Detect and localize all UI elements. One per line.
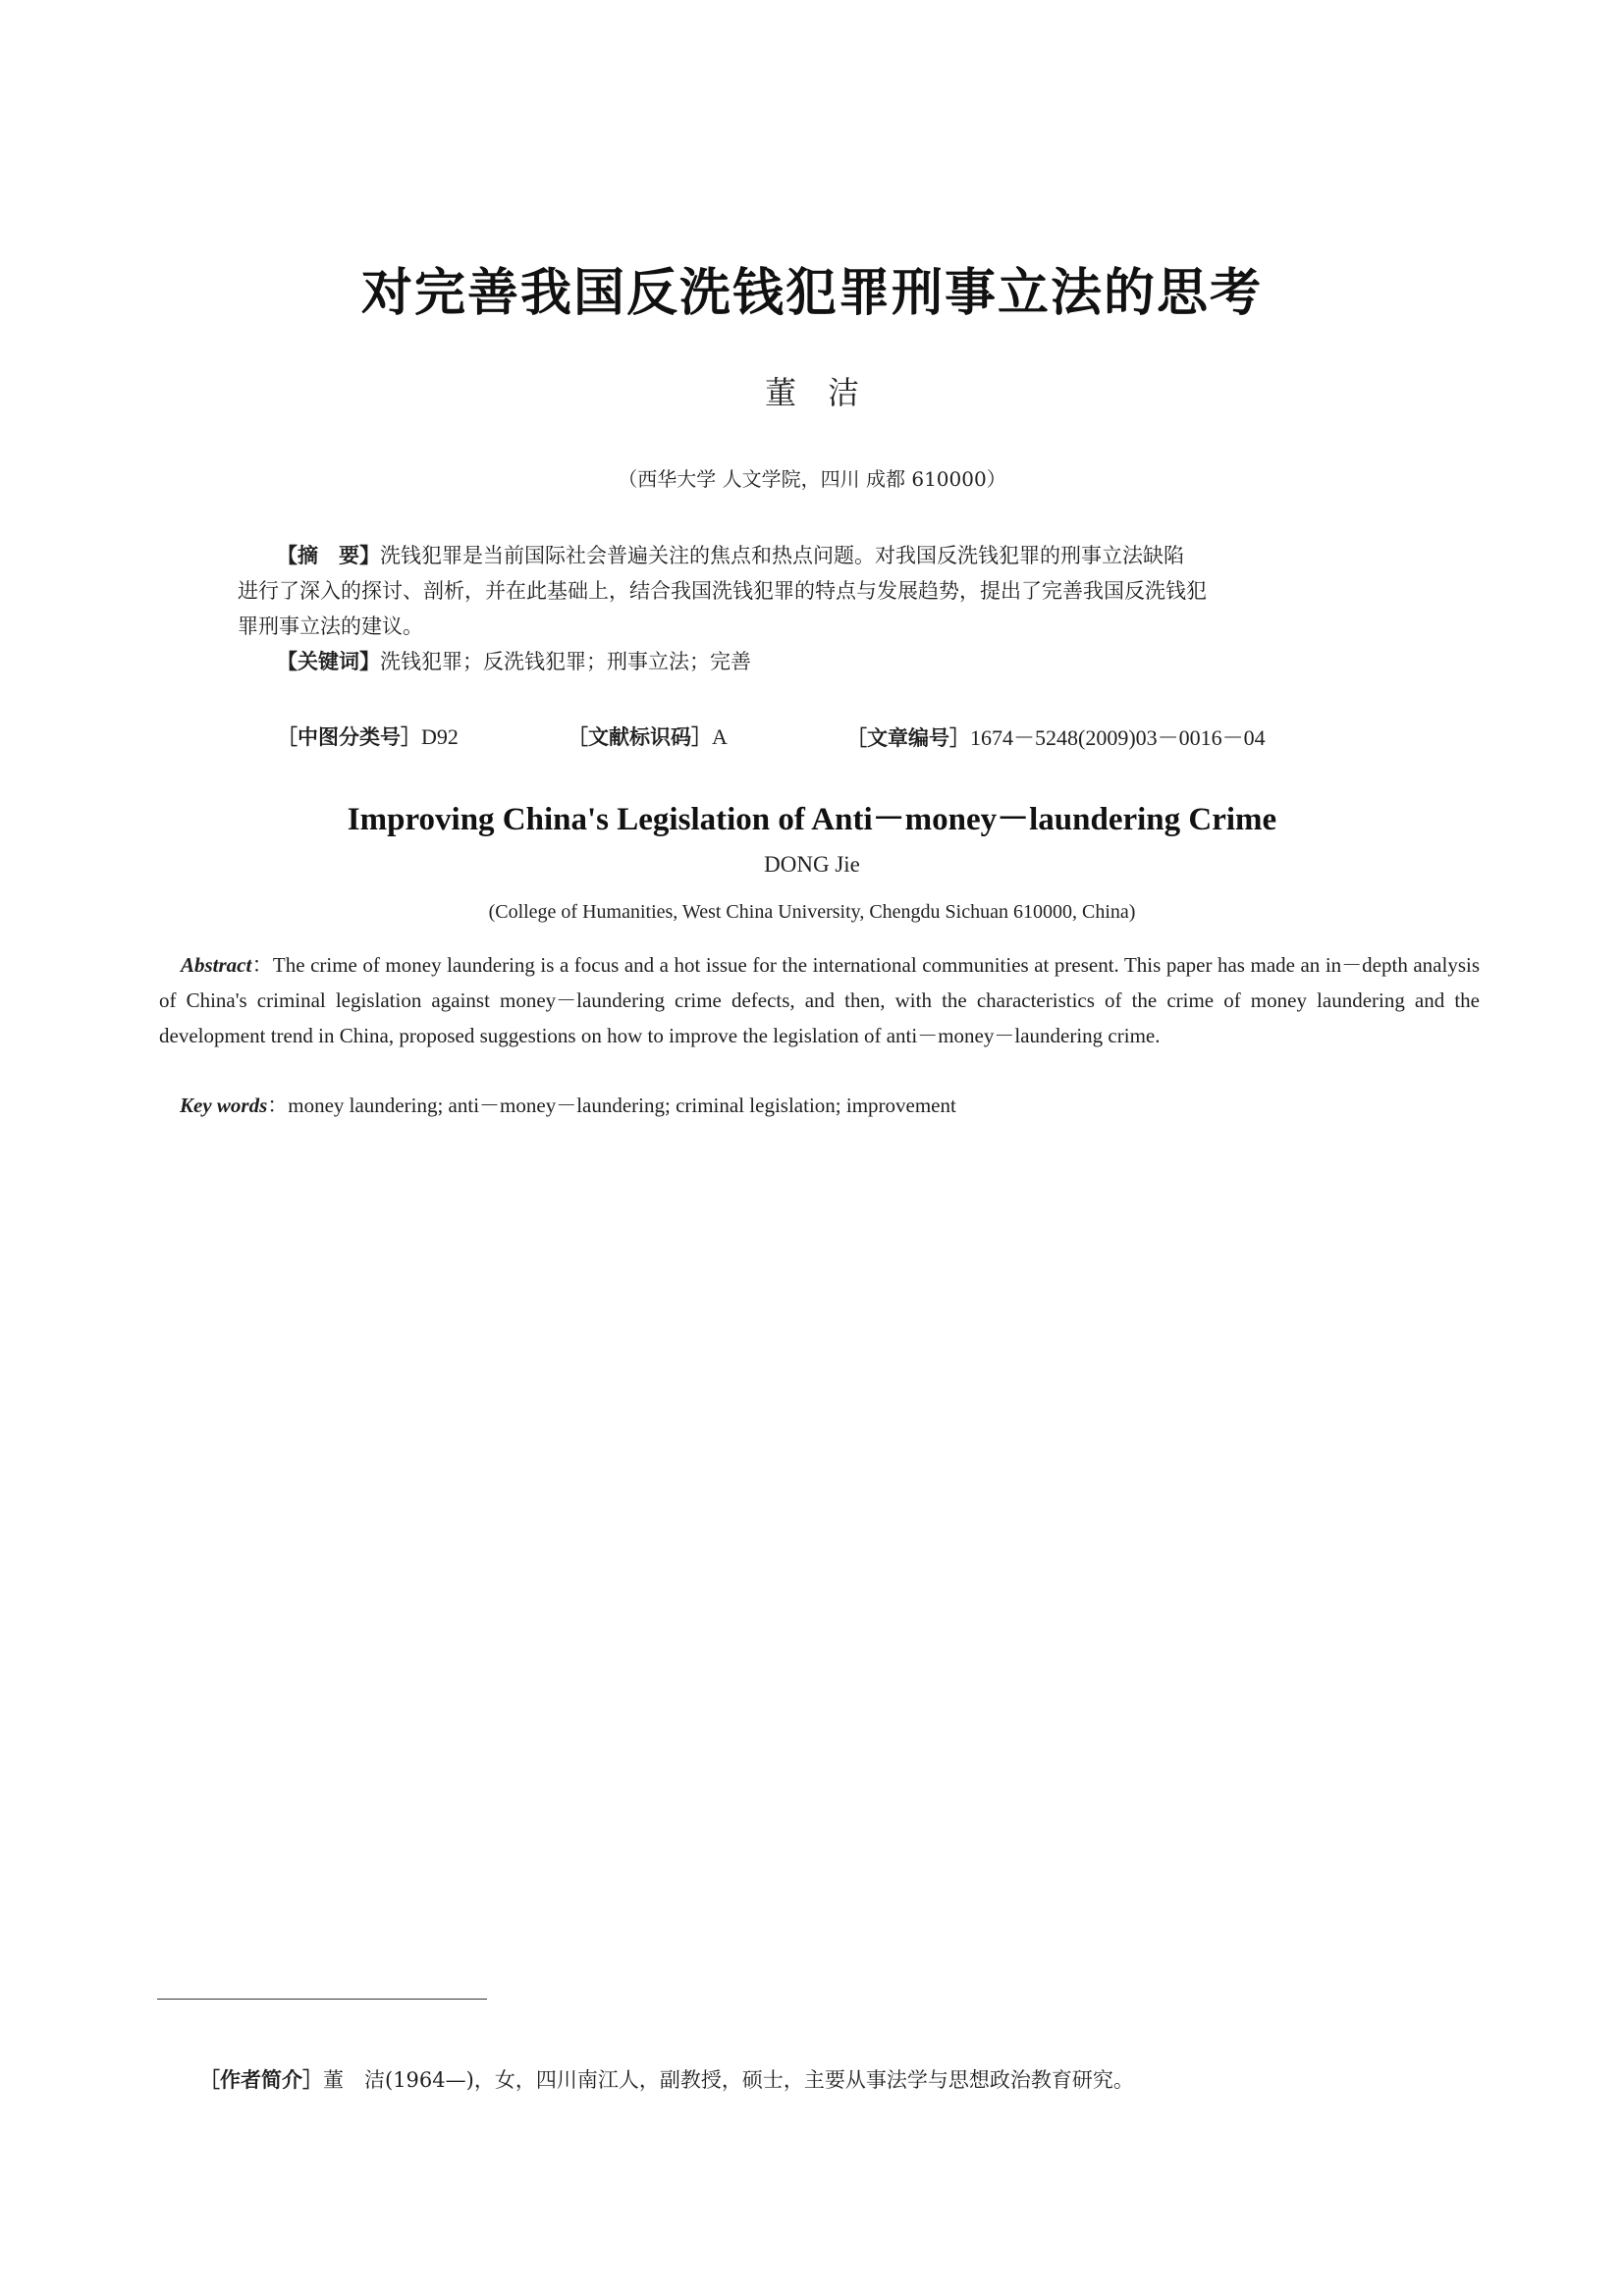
clc-label: ［中图分类号］ <box>277 725 421 749</box>
article-number-label: ［文章编号］ <box>846 726 970 750</box>
english-affiliation: (College of Humanities, West China University, Chengdu Sichuan 610000, China) <box>488 901 1136 923</box>
keywords-en-label: Key words <box>180 1094 268 1117</box>
english-author: DONG Jie <box>764 852 860 877</box>
footnote-text: 董 洁(1964—)，女，四川南江人，副教授，硕士，主要从事法学与思想政治教育研究。 <box>323 2068 1134 2092</box>
abstract-zh-line-1 <box>238 538 1396 573</box>
author-affiliation: （西华大学 人文学院，四川 成都 610000） <box>618 467 1006 491</box>
author-bio-footnote <box>199 2064 1134 2094</box>
keywords-zh-label: 【关键词】 <box>277 650 380 673</box>
doc-code <box>568 721 728 751</box>
english-title: Improving China's Legislation of Anti－money－laundering Crime <box>347 802 1277 837</box>
abstract-en-text: The crime of money laundering is a focus and a hot issue for the international communities at present. This paper has made an in－depth analysis of China's criminal legislation against money－laundering crime defects, and then, with the characteristics of the crime of money laundering and the development trend in China, proposed suggestions on how to improve the legislation of anti－money－laundering crime. <box>159 953 1481 1047</box>
abstract-zh <box>238 538 1396 644</box>
abstract-en-label: Abstract <box>181 953 252 977</box>
abstract-zh-line-3: 罪刑事立法的建议。 <box>238 614 423 638</box>
footnote-divider <box>157 1999 487 2000</box>
author-name: 董 洁 <box>764 374 859 411</box>
keywords-en <box>180 1090 956 1119</box>
article-number-value: 1674－5248(2009)03－0016－04 <box>970 725 1266 750</box>
article-number <box>846 721 1266 752</box>
abstract-en <box>159 947 1480 1053</box>
keywords-en-sep: ： <box>267 1094 289 1117</box>
doc-code-value: A <box>712 724 728 749</box>
keywords-zh-text: 洗钱犯罪；反洗钱犯罪；刑事立法；完善 <box>380 650 751 673</box>
abstract-zh-line-2: 进行了深入的探讨、剖析，并在此基础上，结合我国洗钱犯罪的特点与发展趋势，提出了完善我国反洗钱犯 <box>238 579 1207 603</box>
doc-code-label: ［文献标识码］ <box>568 725 712 749</box>
paper-title: 对完善我国反洗钱犯罪刑事立法的思考 <box>360 264 1263 323</box>
abstract-zh-text-1: 洗钱犯罪是当前国际社会普遍关注的焦点和热点问题。对我国反洗钱犯罪的刑事立法缺陷 <box>380 544 1184 567</box>
clc-value: D92 <box>421 724 459 749</box>
keywords-en-text: money laundering; anti－money－laundering; criminal legislation; improvement <box>288 1094 956 1117</box>
abstract-zh-label: 【摘 要】 <box>277 544 380 567</box>
clc-number <box>277 721 459 751</box>
keywords-zh <box>277 646 751 675</box>
footnote-label: ［作者简介］ <box>199 2068 323 2092</box>
abstract-en-sep: ： <box>251 953 273 977</box>
